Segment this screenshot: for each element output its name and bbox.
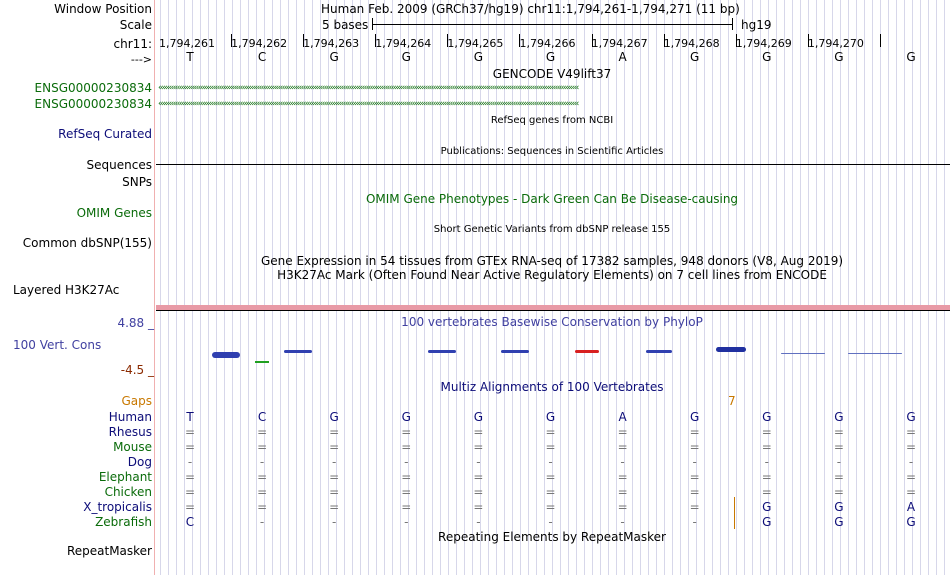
ruler-position: 1,794,266 (519, 37, 576, 50)
alignment-base: = (833, 470, 844, 484)
refseq-curated-label[interactable]: RefSeq Curated (58, 127, 152, 141)
layered-h3k27ac-label[interactable]: Layered H3K27Ac (13, 283, 120, 297)
gencode-gene-2-strand-arrows: ‹‹‹‹‹‹‹‹‹‹‹‹‹‹‹‹‹‹‹‹‹‹‹‹‹‹‹‹‹‹‹‹‹‹‹‹‹‹‹‹‹‹‹‹‹‹‹‹‹‹‹‹‹‹‹‹‹‹‹‹‹‹‹‹‹‹‹‹‹‹‹‹‹‹‹‹‹‹‹‹‹‹‹‹‹‹‹‹‹‹‹‹‹‹‹‹‹‹‹‹‹‹‹‹‹‹‹‹‹‹‹‹‹‹‹‹‹‹‹‹‹‹‹‹‹‹‹‹‹‹‹‹‹‹‹‹‹‹‹‹‹‹‹‹‹‹‹‹‹‹‹‹‹‹‹‹‹‹‹‹‹‹‹‹‹‹‹‹‹‹‹‹‹‹‹‹‹‹‹‹‹‹‹‹‹‹‹‹‹‹‹‹‹‹‹‹‹‹‹‹ (158, 99, 578, 109)
sequence-base: A (618, 50, 627, 64)
alignment-base: = (184, 470, 196, 484)
publications-sequence-line (156, 164, 950, 165)
alignment-base: = (905, 485, 917, 499)
species-label[interactable]: Mouse (113, 440, 152, 454)
ruler-position: 1,794,267 (591, 37, 648, 50)
window-position-value: Human Feb. 2009 (GRCh37/hg19) chr11:1,794,261-1,794,271 (11 bp) (321, 2, 740, 16)
conservation-mark (501, 350, 529, 353)
conservation-track-title: 100 vertebrates Basewise Conservation by PhyloP (401, 315, 703, 329)
alignment-base: T (186, 410, 194, 424)
snps-label[interactable]: SNPs (122, 175, 152, 189)
alignment-base: G (545, 410, 556, 424)
alignment-base: G (834, 500, 844, 514)
multiz-track-title: Multiz Alignments of 100 Vertebrates (440, 380, 664, 394)
alignment-base: = (473, 440, 484, 454)
ruler-tick (880, 34, 881, 47)
alignment-base: - (548, 455, 553, 469)
alignment-base: = (689, 485, 700, 499)
conservation-mark (428, 350, 456, 353)
alignment-base: G (473, 410, 484, 424)
alignment-base: G (690, 410, 700, 424)
alignment-base: = (689, 425, 700, 439)
alignment-base: G (762, 410, 772, 424)
alignment-base: = (401, 485, 412, 499)
conservation-mark (212, 352, 240, 358)
alignment-base: = (617, 500, 628, 514)
alignment-base: - (332, 515, 337, 529)
conservation-max-label: 4.88 _ (117, 316, 154, 330)
sequence-base: G (762, 50, 772, 64)
conservation-min-label: -4.5 _ (120, 363, 154, 377)
strand-label: ---> (130, 53, 152, 66)
alignment-base: - (764, 455, 769, 469)
alignment-base: = (257, 425, 268, 439)
conservation-mark (284, 350, 312, 353)
gencode-track-title: GENCODE V49lift37 (492, 67, 612, 81)
alignment-base: = (257, 500, 268, 514)
conservation-mark (255, 361, 269, 363)
omim-genes-label[interactable]: OMIM Genes (76, 206, 152, 220)
refseq-track-title: RefSeq genes from NCBI (490, 115, 614, 126)
alignment-base: = (689, 470, 700, 484)
ruler-position: 1,794,262 (231, 37, 288, 50)
alignment-base: = (329, 485, 340, 499)
alignment-base: - (692, 515, 697, 529)
ruler-position: 1,794,263 (303, 37, 360, 50)
species-label[interactable]: Dog (127, 455, 152, 469)
ruler-position: 1,794,269 (735, 37, 792, 50)
gencode-item-label-2[interactable]: ENSG00000230834 (34, 97, 152, 111)
sequence-base: G (473, 50, 484, 64)
scale-bar-right-tick (732, 18, 733, 30)
alignment-base: G (762, 515, 772, 529)
sequence-base: G (545, 50, 556, 64)
repeatmasker-label[interactable]: RepeatMasker (66, 544, 152, 558)
alignment-base: = (833, 485, 844, 499)
alignment-base: - (259, 515, 265, 529)
ruler-position: 1,794,265 (447, 37, 504, 50)
alignment-base: = (184, 425, 196, 439)
alignment-base: = (257, 440, 268, 454)
alignment-base: - (187, 455, 193, 469)
alignment-base: = (257, 485, 268, 499)
alignment-base: = (257, 470, 268, 484)
gencode-gene-1-strand-arrows: ‹‹‹‹‹‹‹‹‹‹‹‹‹‹‹‹‹‹‹‹‹‹‹‹‹‹‹‹‹‹‹‹‹‹‹‹‹‹‹‹‹‹‹‹‹‹‹‹‹‹‹‹‹‹‹‹‹‹‹‹‹‹‹‹‹‹‹‹‹‹‹‹‹‹‹‹‹‹‹‹‹‹‹‹‹‹‹‹‹‹‹‹‹‹‹‹‹‹‹‹‹‹‹‹‹‹‹‹‹‹‹‹‹‹‹‹‹‹‹‹‹‹‹‹‹‹‹‹‹‹‹‹‹‹‹‹‹‹‹‹‹‹‹‹‹‹‹‹‹‹‹‹‹‹‹‹‹‹‹‹‹‹‹‹‹‹‹‹‹‹‹‹‹‹‹‹‹‹‹‹‹‹‹‹‹‹‹‹‹‹‹‹‹‹‹‹‹‹‹‹ (158, 83, 578, 93)
alignment-base: = (401, 500, 412, 514)
scale-bar-label: 5 bases (322, 18, 369, 32)
h3k27ac-track-title: H3K27Ac Mark (Often Found Near Active Regulatory Elements) on 7 cell lines from ENCODE (277, 268, 827, 282)
alignment-base: = (617, 440, 628, 454)
sequence-base: C (257, 50, 267, 64)
alignment-base: = (401, 425, 412, 439)
alignment-base: G (834, 410, 844, 424)
gaps-label: Gaps (121, 394, 152, 408)
alignment-base: = (617, 485, 628, 499)
alignment-base: = (617, 470, 628, 484)
alignment-base: = (689, 440, 700, 454)
species-label[interactable]: Rhesus (108, 425, 152, 439)
alignment-base: C (185, 515, 195, 529)
alignment-base: = (905, 470, 917, 484)
conservation-mark (575, 350, 599, 353)
alignment-base: - (404, 455, 409, 469)
sequence-base: T (186, 50, 194, 64)
ruler-position: 1,794,261 (159, 37, 215, 50)
alignment-base: - (476, 455, 481, 469)
alignment-base: C (257, 410, 267, 424)
scale-label: Scale (119, 18, 152, 32)
species-label[interactable]: Elephant (98, 470, 152, 484)
alignment-base: G (906, 410, 916, 424)
alignment-base: G (834, 515, 844, 529)
alignment-base: = (545, 440, 556, 454)
species-label[interactable]: Chicken (104, 485, 152, 499)
conservation-mark (716, 347, 746, 352)
alignment-base: = (761, 440, 772, 454)
sequence-base: G (329, 50, 339, 64)
species-label[interactable]: Zebrafish (95, 515, 152, 529)
alignment-base: G (401, 410, 411, 424)
alignment-base: A (618, 410, 627, 424)
alignment-base: = (545, 500, 556, 514)
alignment-base: G (329, 410, 339, 424)
alignment-base: - (332, 455, 337, 469)
alignment-base: = (545, 470, 556, 484)
sequence-base: G (401, 50, 411, 64)
sequence-base: G (834, 50, 844, 64)
alignment-base: = (473, 425, 484, 439)
window-position-label: Window Position (54, 2, 152, 16)
alignment-base: - (548, 515, 553, 529)
alignment-base: = (329, 440, 340, 454)
alignment-base: = (329, 500, 340, 514)
gap-count-value: 7 (728, 394, 736, 408)
gencode-item-label-1[interactable]: ENSG00000230834 (34, 81, 152, 95)
alignment-base: = (905, 440, 917, 454)
alignment-base: - (476, 515, 481, 529)
gtex-track-title: Gene Expression in 54 tissues from GTEx RNA-seq of 17382 samples, 948 donors (V8, Aug 2019) (260, 254, 844, 268)
ruler-position: 1,794,264 (375, 37, 432, 50)
ruler-position: 1,794,268 (663, 37, 720, 50)
alignment-base: = (473, 470, 484, 484)
gencode-gene-1[interactable] (158, 83, 949, 93)
alignment-base: G (906, 515, 916, 529)
alignment-base: = (329, 470, 340, 484)
alignment-base: = (689, 500, 700, 514)
alignment-base: = (761, 485, 772, 499)
alignment-base: = (833, 425, 844, 439)
omim-track-title: OMIM Gene Phenotypes - Dark Green Can Be Disease-causing (365, 192, 739, 206)
alignment-base: = (761, 425, 772, 439)
alignment-base: = (473, 485, 484, 499)
alignment-base: = (545, 425, 556, 439)
sequences-label[interactable]: Sequences (86, 158, 152, 172)
alignment-base: = (761, 470, 772, 484)
alignment-base: = (329, 425, 340, 439)
sidebar-divider (154, 0, 155, 575)
alignment-base: = (184, 500, 196, 514)
h3k27ac-baseline (156, 310, 950, 311)
alignment-base: - (620, 515, 625, 529)
common-dbsnp-label[interactable]: Common dbSNP(155) (22, 236, 152, 250)
species-label[interactable]: Human (108, 410, 152, 424)
alignment-base: = (905, 425, 917, 439)
alignment-base: - (836, 455, 842, 469)
dbsnp-track-title: Short Genetic Variants from dbSNP release 155 (433, 224, 671, 235)
alignment-base: = (401, 470, 412, 484)
alignment-base: = (545, 485, 556, 499)
alignment-base: = (401, 440, 412, 454)
alignment-base: = (184, 485, 196, 499)
conservation-mark (781, 353, 825, 354)
alignment-base: - (404, 515, 409, 529)
alignment-base: - (692, 455, 697, 469)
alignment-base: - (259, 455, 265, 469)
sequence-base: G (906, 50, 916, 64)
scale-bar-left-tick (372, 18, 373, 30)
gap-marker (734, 497, 735, 529)
repeatmasker-track-title: Repeating Elements by RepeatMasker (438, 530, 666, 544)
sequence-base: G (690, 50, 700, 64)
assembly-label: hg19 (741, 18, 772, 32)
chrom-label: chr11: (113, 37, 152, 51)
alignment-base: = (184, 440, 196, 454)
conservation-label[interactable]: 100 Vert. Cons (13, 338, 102, 352)
alignment-base: - (908, 455, 914, 469)
gencode-gene-2[interactable] (158, 99, 949, 109)
species-label[interactable]: X_tropicalis (83, 500, 152, 514)
alignment-base: = (473, 500, 484, 514)
publications-track-title: Publications: Sequences in Scientific Articles (440, 146, 664, 157)
alignment-base: = (833, 440, 844, 454)
scale-bar (372, 24, 732, 25)
alignment-base: = (617, 425, 628, 439)
conservation-mark (646, 350, 672, 353)
conservation-mark (848, 353, 902, 354)
ruler-position: 1,794,270 (807, 37, 864, 50)
alignment-base: - (620, 455, 625, 469)
alignment-base: A (906, 500, 916, 514)
alignment-base: G (762, 500, 772, 514)
